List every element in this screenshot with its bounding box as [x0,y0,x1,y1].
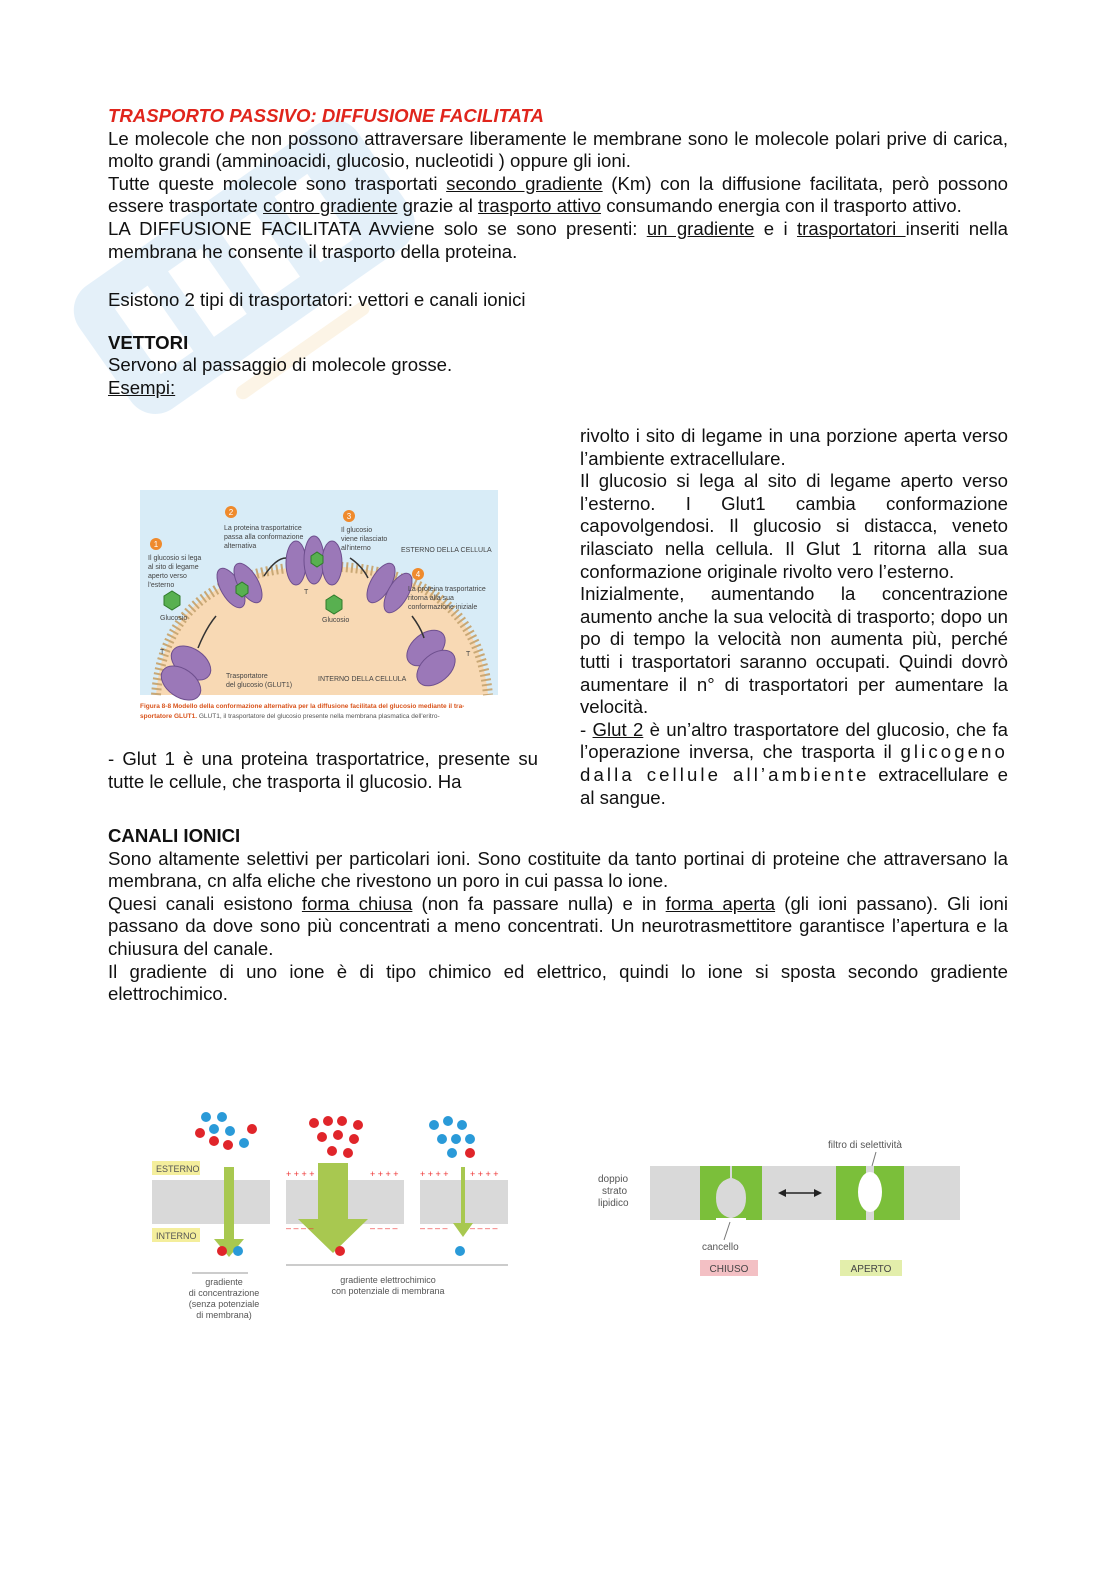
svg-text:T: T [160,649,165,656]
svg-text:+ + + +: + + + + [470,1169,499,1179]
glut-caption-2: sportatore GLUT1. GLUT1, il trasportatore del glucosio presente nella membrana plasmatica dell'eritro- [140,713,440,720]
svg-text:INTERNO DELLA CELLULA: INTERNO DELLA CELLULA [318,676,407,683]
svg-text:La proteina trasportatrice: La proteina trasportatrice [224,525,302,532]
svg-text:ESTERNO: ESTERNO [156,1164,200,1174]
svg-text:all'interno: all'interno [341,545,371,552]
svg-text:Il glucosio si lega: Il glucosio si lega [148,555,202,562]
glut-caption-1: Figura 8-8 Modello della conformazione alternativa per la diffusione facilitata del glucosio mediante il tra- [140,703,465,710]
svg-text:Trasportatore: Trasportatore [226,673,268,680]
canali-section: CANALI IONICI Sono altamente selettivi per particolari ioni. Sono costituite da tanto portinai di proteine che attraversano la membrana, cn alfa eliche che rivestono un poro in cui passa lo ione. Quesi canali esistono forma chiusa (non fa passare nulla) e in forma aperta (gli ioni passano). Gli ioni passano da dove sono più concentrati a meno concentrati. Un neurotrasmettitore garantisce l’apertura e la chiusura del canale. Il gradiente di uno ione è di tipo chimico ed elettrico, quindi lo ione si sposta secondo gradiente elettrochimico. [108,825,1008,1005]
step-1: 1 [153,540,159,549]
ion-gradient-figure [148,1105,518,1325]
svg-text:filtro di selettività: filtro di selettività [828,1140,902,1151]
svg-text:lipidico: lipidico [598,1198,629,1209]
svg-text:Glucosio: Glucosio [322,617,350,624]
svg-text:T: T [466,651,471,658]
intro-paragraph-2: Tutte queste molecole sono trasportati secondo gradiente (Km) con la diffusione facilitata, però possono essere trasportate contro gradiente grazie al trasporto attivo consumando energia con il trasporto attivo. [108,172,1009,217]
glut-right-text: rivolto i sito di legame in una porzione aperta verso l’ambiente extracellulare. Il glucosio si lega al sito di legame aperto verso l’esterno. I Glut1 cambia conformazione capovolgendosi. Il glucosio si distacca, veneto rilasciato nella cellula. Il Glut 1 ritorna alla sua conformazione originale rivolto vero l’esterno. Inizialmente, aumentando la concentrazione aumento anche la sua velocità di trasporto; dopo un po di tempo la velocità non aumenta più, perché tutti i trasportatori saranno occupati. Quindi dovrò aumentare il n° di trasportatori per aumentare la velocità. - Glut 2 è un’altro trasportatore del glucosio, che fa l’operazione inversa, che trasporta il glicogeno dalla cellule all’ambiente extracellulare e al sangue. [580,425,1009,808]
svg-text:cancello: cancello [702,1242,739,1253]
ion-channel-figure [590,1130,970,1290]
svg-text:– – – –: – – – – [420,1223,448,1233]
svg-text:di concentrazione: di concentrazione [188,1288,260,1298]
svg-text:ESTERNO DELLA CELLULA: ESTERNO DELLA CELLULA [401,547,492,554]
svg-text:– – – –: – – – – [370,1223,398,1233]
vettori-line: Servono al passaggio di molecole grosse. [108,354,453,376]
svg-text:di membrana): di membrana) [196,1310,252,1320]
svg-text:(senza potenziale: (senza potenziale [188,1299,260,1309]
svg-text:INTERNO: INTERNO [156,1231,197,1241]
step-4: 4 [415,570,421,579]
svg-text:gradiente elettrochimico: gradiente elettrochimico [340,1275,436,1285]
svg-text:+ + + +: + + + + [420,1169,449,1179]
svg-text:T: T [304,589,309,596]
glut1-left-text: - Glut 1 è una proteina trasportatrice, presente su tutte le cellule, che trasporta il glucosio. Ha [108,748,538,792]
svg-text:doppio: doppio [598,1174,629,1185]
svg-text:viene rilasciato: viene rilasciato [341,536,388,543]
intro-paragraph-1: Le molecole che non possono attraversare liberamente le membrane sono le molecole polari prive di carica, molto grandi (amminoacidi, glucosio, nucleotidi ) oppure gli ioni. [108,127,1008,172]
svg-text:gradiente: gradiente [205,1277,243,1287]
svg-text:La proteina trasportatrice: La proteina trasportatrice [408,586,486,593]
svg-text:– – – –: – – – – [470,1223,498,1233]
svg-text:con potenziale di membrana: con potenziale di membrana [331,1286,445,1296]
svg-text:– – – –: – – – – [286,1223,314,1233]
svg-text:Il glucosio: Il glucosio [341,527,373,534]
svg-text:+ + + +: + + + + [286,1169,315,1179]
vettori-heading: VETTORI [108,331,189,353]
svg-text:conformazione iniziale: conformazione iniziale [408,604,478,611]
svg-text:alternativa: alternativa [224,543,257,550]
svg-text:passa alla conformazione: passa alla conformazione [224,534,304,541]
svg-text:Glucosio: Glucosio [160,615,188,622]
svg-text:aperto verso: aperto verso [148,573,187,580]
step-2: 2 [228,508,234,517]
step-3: 3 [346,512,352,521]
svg-text:l'esterno: l'esterno [148,582,175,589]
closed-label: CHIUSO [709,1264,749,1275]
canali-heading: CANALI IONICI [108,825,241,846]
examples-label: Esempi: [108,376,176,398]
svg-text:del glucosio (GLUT1): del glucosio (GLUT1) [226,682,293,689]
section-title: TRASPORTO PASSIVO: DIFFUSIONE FACILITATA [108,105,544,126]
svg-text:ritorna alla sua: ritorna alla sua [408,595,454,602]
open-label: APERTO [850,1264,892,1275]
svg-text:+ + + +: + + + + [370,1169,399,1179]
intro-paragraph-4: Esistono 2 tipi di trasportatori: vettori e canali ionici [108,289,526,311]
glut1-figure [136,488,504,726]
svg-text:al sito di legame: al sito di legame [148,564,199,571]
intro-section [108,105,1008,400]
svg-text:strato: strato [602,1186,628,1197]
intro-paragraph-3: LA DIFFUSIONE FACILITATA Avviene solo se sono presenti: un gradiente e i trasportatori inseriti nella membrana he consente il trasporto della proteina. [108,217,1008,262]
